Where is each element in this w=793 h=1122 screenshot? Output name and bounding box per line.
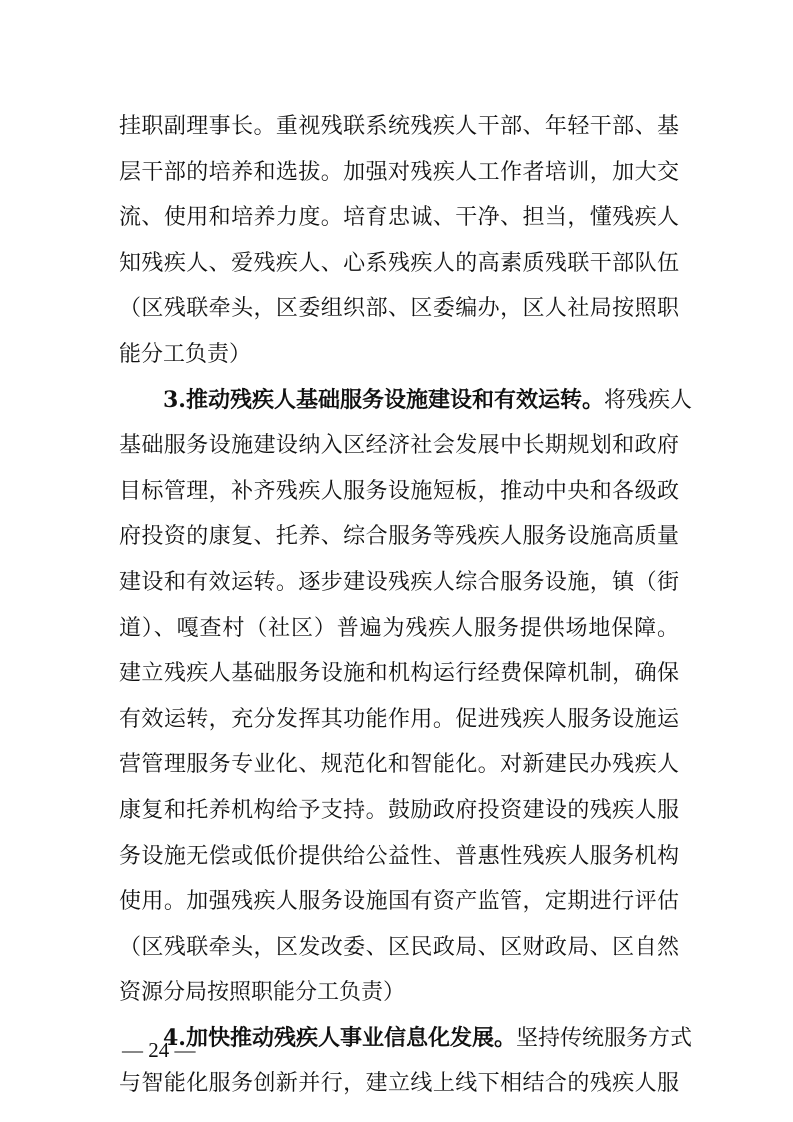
text-line: 建立残疾人基础服务设施和机构运行经费保障机制，确保 (119, 661, 679, 687)
text-line: （区残联牵头，区委组织部、区委编办，区人社局按照职 (119, 296, 679, 322)
text-line: 与智能化服务创新并行，建立线上线下相结合的残疾人服 (119, 1071, 679, 1097)
text-line: 挂职副理事长。重视残联系统残疾人干部、年轻干部、基 (119, 114, 679, 139)
text-line: 使用。加强残疾人服务设施国有资产监管，定期进行评估 (119, 889, 679, 915)
text-line: 道）、嘎查村（社区）普遍为残疾人服务提供场地保障。 (119, 615, 679, 641)
text-line: 流、使用和培养力度。培育忠诚、干净、担当，懂残疾人 (119, 205, 679, 231)
text-line: 能分工负责） (119, 341, 252, 367)
section-4-first-line (119, 1016, 692, 1062)
text-line: 府投资的康复、托养、综合服务等残疾人服务设施高质量 (119, 524, 679, 550)
text-line: 建设和有效运转。逐步建设残疾人综合服务设施，镇（街 (119, 569, 679, 595)
section-3-first-line (119, 378, 692, 424)
text-line: 目标管理，补齐残疾人服务设施短板，推动中央和各级政 (119, 478, 679, 504)
text-line: 营管理服务专业化、规范化和智能化。对新建民办残疾人 (119, 752, 679, 778)
text-line: 层干部的培养和选拔。加强对残疾人工作者培训，加大交 (119, 159, 679, 185)
section-3-heading: 3.推动残疾人基础服务设施建设和有效运转。 (163, 386, 604, 413)
text-line: 有效运转，充分发挥其功能作用。促进残疾人服务设施运 (119, 706, 679, 732)
section-4-text: 坚持传统服务方式 (515, 1025, 692, 1051)
text-line: （区残联牵头，区发改委、区民政局、区财政局、区自然 (119, 934, 679, 960)
text-line: 知残疾人、爱残疾人、心系残疾人的高素质残联干部队伍 (119, 250, 679, 276)
text-line: 务设施无偿或低价提供给公益性、普惠性残疾人服务机构 (119, 843, 679, 869)
body-text (119, 104, 692, 1107)
text-line: 基础服务设施建设纳入区经济社会发展中长期规划和政府 (119, 433, 679, 459)
text-line: 资源分局按照职能分工负责） (119, 980, 406, 1006)
section-4-heading: 4.加快推动残疾人事业信息化发展。 (163, 1024, 516, 1051)
section-3-text: 将残疾人 (603, 387, 692, 413)
page-number: — 24 — (122, 1038, 196, 1062)
text-line: 康复和托养机构给予支持。鼓励政府投资建设的残疾人服 (119, 797, 679, 823)
